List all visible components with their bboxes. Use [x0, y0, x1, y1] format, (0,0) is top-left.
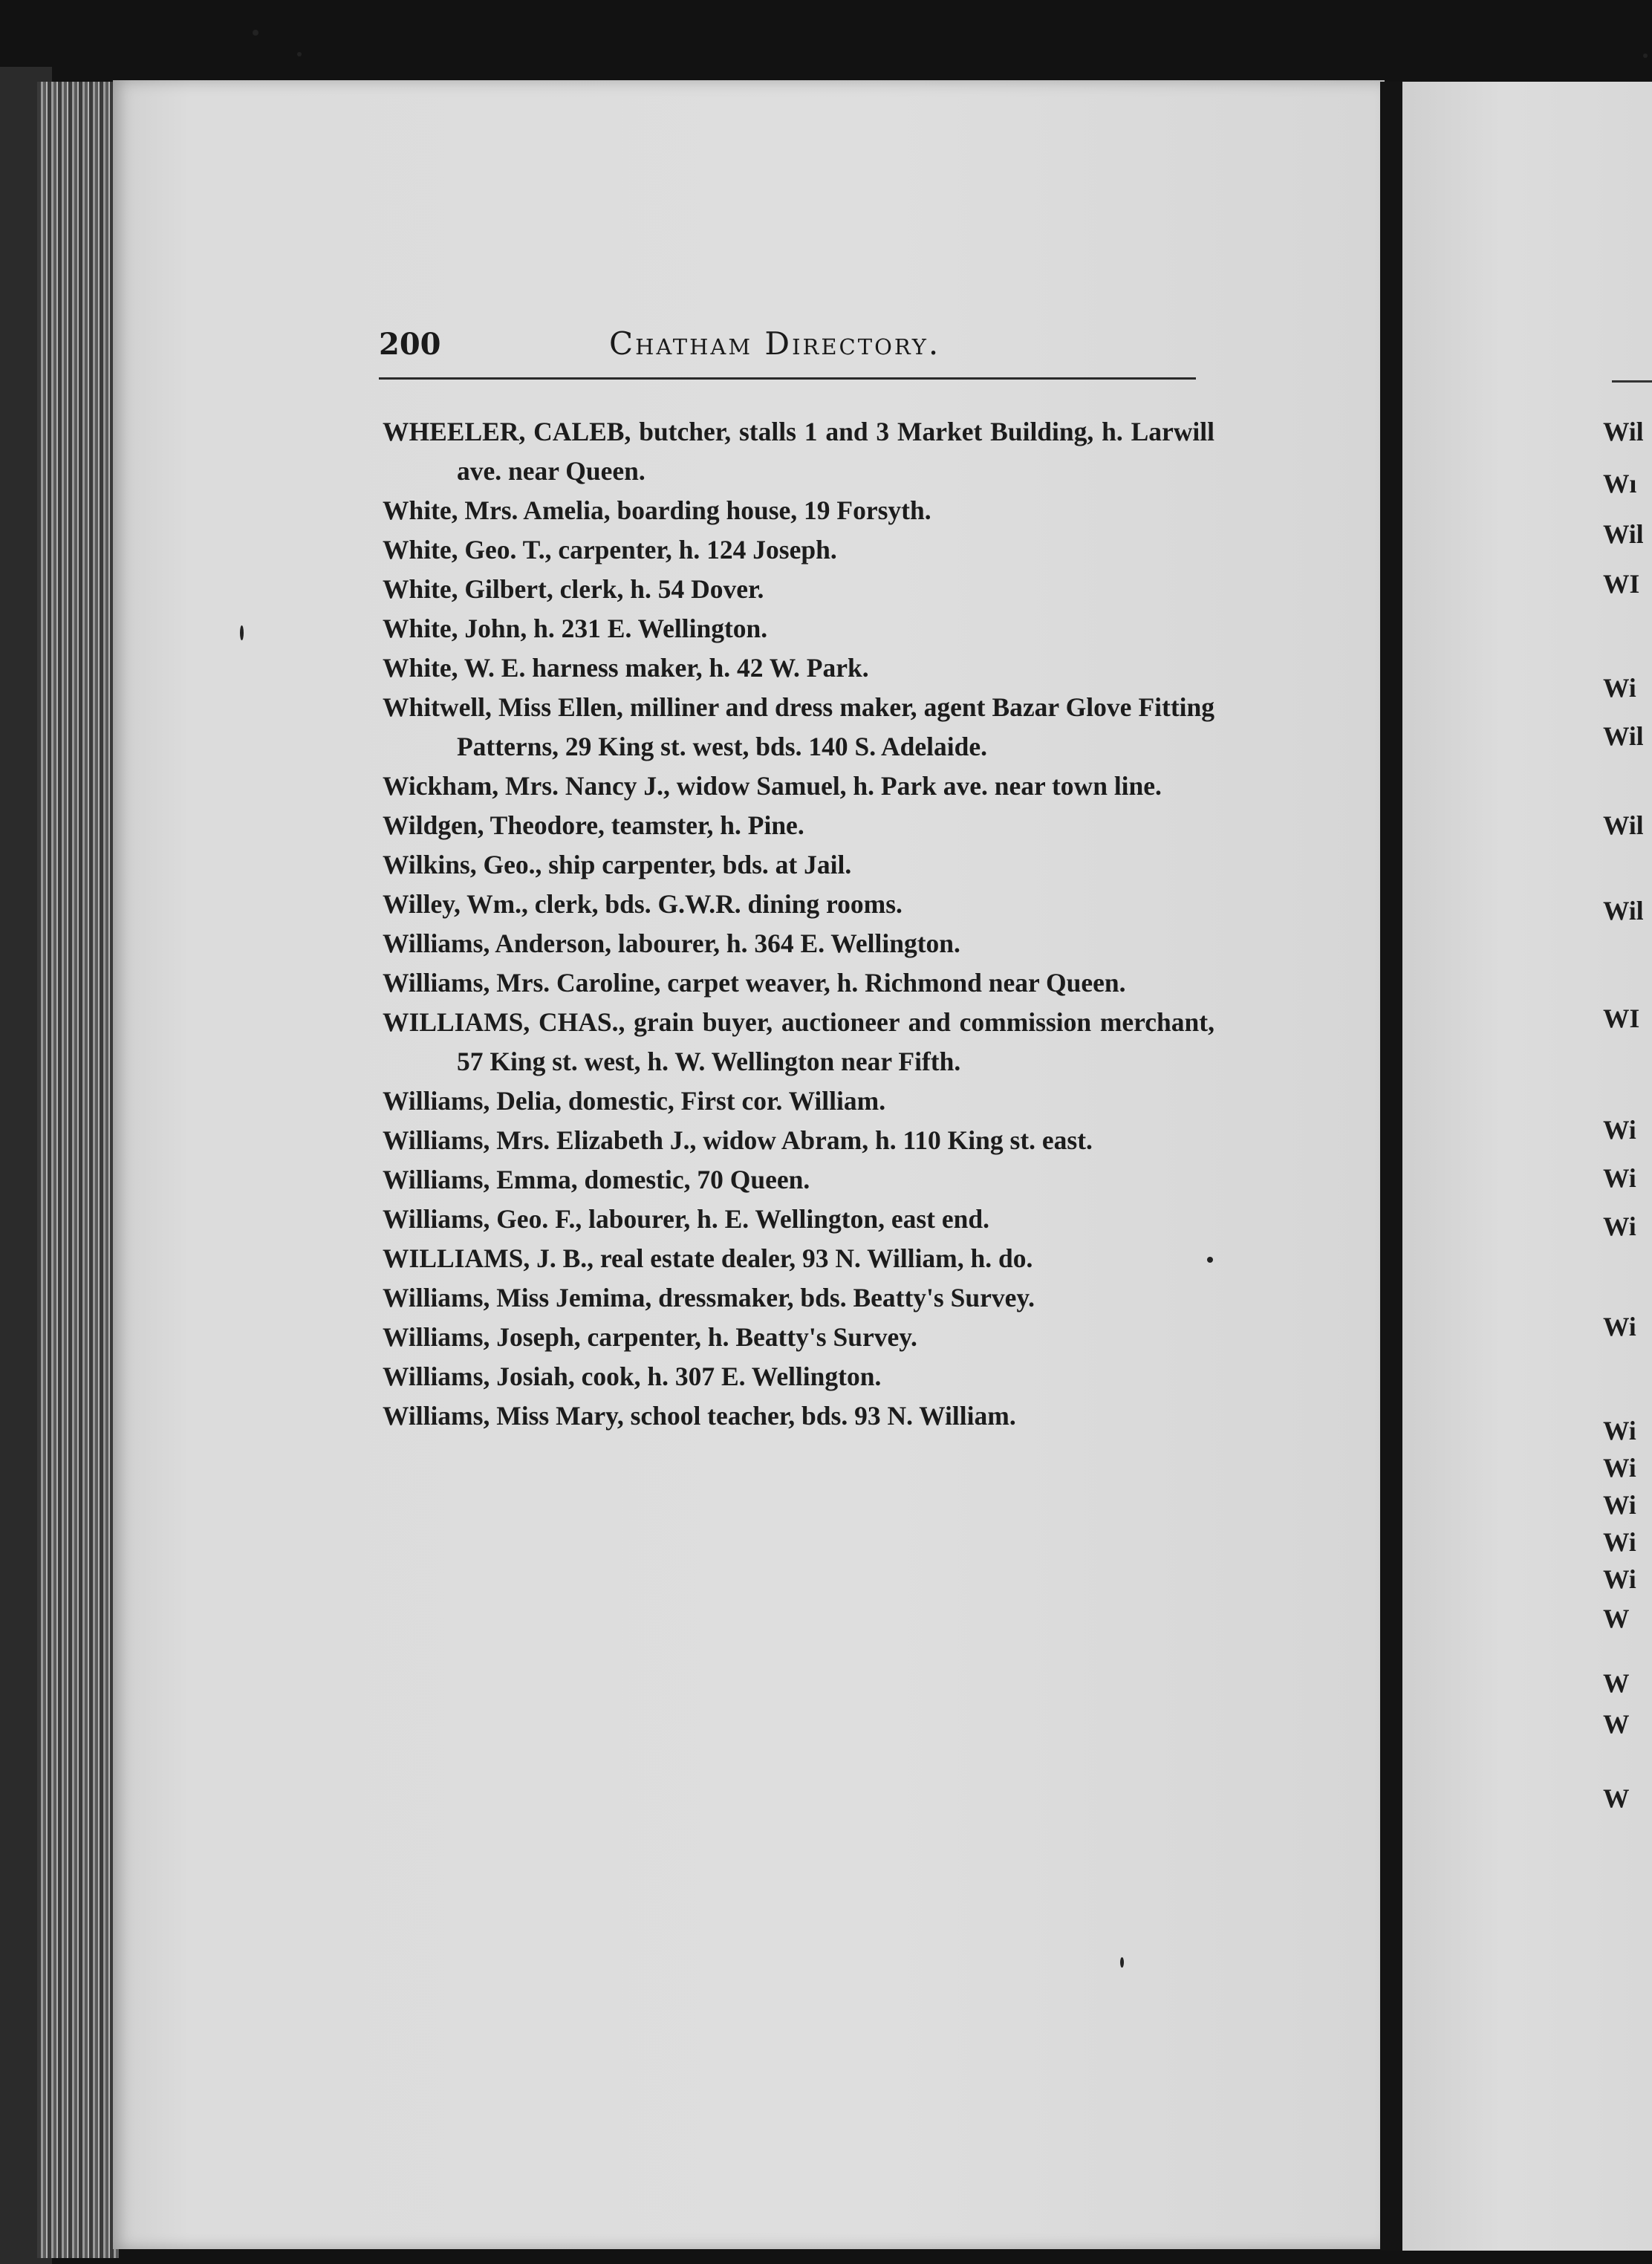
dust-speck — [240, 625, 244, 640]
directory-entry: Williams, Delia, domestic, First cor. William. — [383, 1086, 886, 1116]
directory-entry: WILLIAMS, J. B., real estate dealer, 93 N. William, h. do. — [383, 1243, 1033, 1273]
directory-entry: Williams, Miss Jemima, dressmaker, bds. Beatty's Survey. — [383, 1283, 1035, 1312]
directory-entry: Williams, Josiah, cook, h. 307 E. Wellington. — [383, 1362, 882, 1391]
dust-speck — [253, 30, 258, 36]
directory-entries — [383, 412, 1214, 1436]
directory-entry: White, W. E. harness maker, h. 42 W. Park. — [383, 653, 869, 683]
facing-page-fragment: Wil — [1603, 896, 1644, 926]
facing-page-fragment: Wı — [1603, 469, 1637, 498]
directory-entry: Williams, Geo. F., labourer, h. E. Wellington, east end. — [383, 1204, 989, 1234]
directory-entry: White, Geo. T., carpenter, h. 124 Joseph. — [383, 535, 837, 565]
directory-entry: White, John, h. 231 E. Wellington. — [383, 614, 768, 643]
directory-entry: Williams, Mrs. Elizabeth J., widow Abram, h. 110 King st. east. — [383, 1125, 1093, 1155]
facing-page-fragment: Wi — [1603, 1211, 1636, 1241]
dust-speck — [1643, 53, 1648, 58]
directory-entry: Williams, Miss Mary, school teacher, bds. 93 N. William. — [383, 1401, 1016, 1431]
directory-entry: Whitwell, Miss Ellen, milliner and dress maker, agent Bazar Glove Fitting Patterns, 29 King st. west, bds. 140 S. Adelaide. — [383, 692, 1214, 761]
facing-page-fragment: Wi — [1603, 673, 1636, 703]
facing-page-fragment: Wil — [1603, 519, 1644, 549]
facing-page-fragment: Wil — [1603, 721, 1644, 751]
facing-page-fragment: Wi — [1603, 1490, 1636, 1520]
facing-page-fragment: Wil — [1603, 810, 1644, 840]
facing-page-fragment: Wi — [1603, 1564, 1636, 1594]
directory-entry: Williams, Mrs. Caroline, carpet weaver, h. Richmond near Queen. — [383, 968, 1126, 998]
dust-speck — [1120, 1957, 1124, 1968]
directory-entry: Williams, Joseph, carpenter, h. Beatty's Survey. — [383, 1322, 917, 1352]
page-edges — [37, 82, 119, 2258]
facing-page-fragment: W — [1603, 1783, 1630, 1813]
directory-entry: Williams, Anderson, labourer, h. 364 E. Wellington. — [383, 928, 960, 958]
facing-page-fragment: Wi — [1603, 1416, 1636, 1445]
page-number: 200 — [379, 327, 441, 362]
facing-page-fragment: WI — [1603, 1003, 1640, 1033]
facing-page-fragment: Wi — [1603, 1163, 1636, 1193]
facing-page-fragment: Wi — [1603, 1453, 1636, 1483]
directory-entry: White, Mrs. Amelia, boarding house, 19 Forsyth. — [383, 495, 931, 525]
facing-page-rule — [1612, 380, 1652, 383]
directory-entry: WILLIAMS, CHAS., grain buyer, auctioneer and commission merchant, 57 King st. west, h. W. Wellington near Fifth. — [383, 1007, 1214, 1076]
dust-speck — [297, 52, 302, 56]
directory-entry: Willey, Wm., clerk, bds. G.W.R. dining rooms. — [383, 889, 903, 919]
dust-speck — [1207, 1257, 1213, 1263]
directory-entry: Wickham, Mrs. Nancy J., widow Samuel, h. Park ave. near town line. — [383, 771, 1162, 801]
facing-page-fragment: W — [1603, 1668, 1630, 1698]
facing-page-fragment: Wil — [1603, 417, 1644, 446]
directory-entry: Wilkins, Geo., ship carpenter, bds. at Jail. — [383, 850, 852, 879]
facing-page-fragment: Wi — [1603, 1527, 1636, 1557]
directory-entry: White, Gilbert, clerk, h. 54 Dover. — [383, 574, 764, 604]
directory-entry: Wildgen, Theodore, teamster, h. Pine. — [383, 810, 804, 840]
facing-page-fragment: WI — [1603, 569, 1640, 599]
facing-page-fragment: W — [1603, 1604, 1630, 1633]
running-head: Chatham Directory. — [609, 325, 941, 362]
facing-page-fragment: Wi — [1603, 1312, 1636, 1341]
header-rule — [379, 377, 1196, 380]
facing-page-fragment: Wi — [1603, 1115, 1636, 1145]
facing-page-fragment: W — [1603, 1709, 1630, 1739]
book-gutter — [1380, 82, 1402, 2251]
directory-entry: Williams, Emma, domestic, 70 Queen. — [383, 1165, 810, 1194]
directory-entry: WHEELER, CALEB, butcher, stalls 1 and 3 Market Building, h. Larwill ave. near Queen. — [383, 417, 1214, 486]
